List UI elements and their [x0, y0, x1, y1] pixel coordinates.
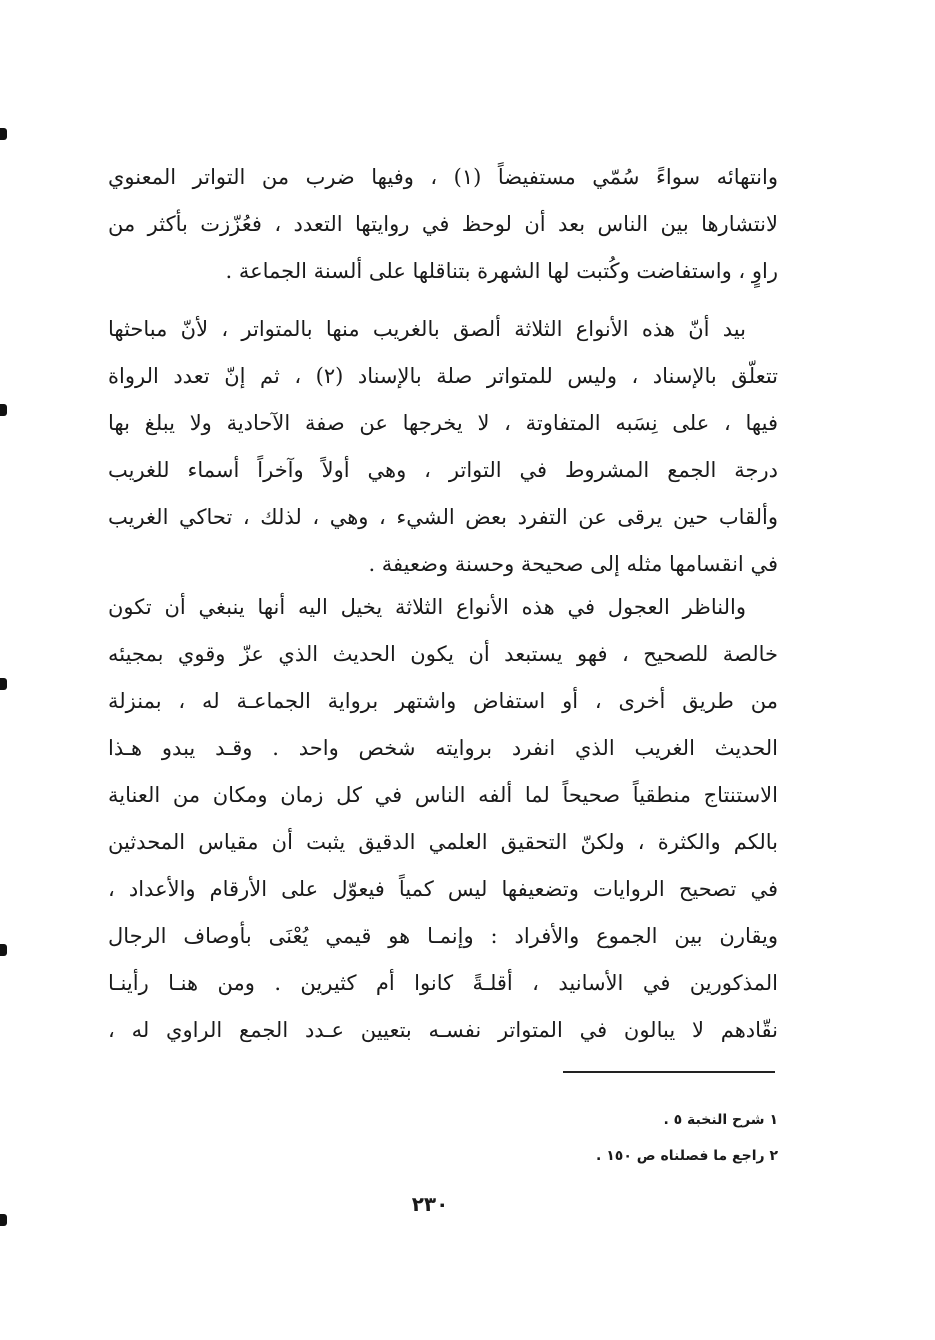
paragraph-3 [108, 584, 778, 1054]
footnote-1: ١ شرح النخبة ٥ . [663, 1112, 778, 1128]
text-line: فيها ، على نِسَبه المتفاوتة ، لا يخرجها عن صفة الآحادية ولا يبلغ بها [108, 411, 778, 435]
text-line: لانتشارها بين الناس بعد أن لوحظ في روايتها التعدد ، فعُزّزت بأكثر من [108, 212, 778, 236]
text-line: وألقاب حين يرقى عن التفرد بعض الشيء ، وهي ، لذلك ، تحاكي الغريب [108, 505, 778, 529]
text-line: نقّادهم لا يبالون في المتواتر نفسـه بتعيين عـدد الجمع الراوي له ، [108, 1018, 778, 1042]
text-line: المذكورين في الأسانيد ، أقلـةً كانوا أم كثيرين . ومن هنـا رأينـا [108, 971, 778, 995]
binding-mark [0, 678, 7, 690]
binding-mark [0, 944, 7, 956]
text-line: وانتهائه سواءً سُمّي مستفيضاً (١) ، وفيها ضرب من التواتر المعنوي [108, 165, 778, 189]
text-line: الحديث الغريب الذي انفرد بروايته شخص واحد . وقـد يبدو هـذا [108, 736, 778, 760]
text-line: ويقارن بين الجموع والأفراد : وإنمـا هو قيمي يُعْنَى بأوصاف الرجال [108, 924, 778, 948]
text-line: درجة الجمع المشروط في التواتر ، وهي أولاً وآخراً أسماء للغريب [108, 458, 778, 482]
page-number: ٢٣٠ [411, 1192, 449, 1216]
footnote-divider [563, 1071, 775, 1073]
footnotes [440, 1102, 778, 1174]
text-line: راوٍ ، واستفاضت وكُتبت لها الشهرة بتناقلها على ألسنة الجماعة . [225, 259, 778, 283]
text-line: من طريق أخرى ، أو استفاض واشتهر برواية الجماعـة له ، بمنزلة [108, 689, 778, 713]
paragraph-2 [108, 306, 778, 588]
text-line: تتعلّق بالإسناد ، وليس للمتواتر صلة بالإسناد (٢) ، ثم إنّ تعدد الرواة [108, 364, 779, 388]
binding-mark [0, 404, 7, 416]
text-line: والناظر العجول في هذه الأنواع الثلاثة يخيل اليه أنها ينبغي أن تكون [108, 595, 746, 619]
text-line: خالصة للصحيح ، فهو يستبعد أن يكون الحديث الذي عزّ وقوي بمجيئه [108, 642, 778, 666]
text-line: بالكم والكثرة ، ولكنّ التحقيق العلمي الدقيق يثبت أن مقياس المحدثين [108, 830, 778, 854]
text-line: في تصحيح الروايات وتضعيفها ليس كمياً فيعوّل على الأرقام والأعداد ، [108, 877, 778, 901]
footnote-2: ٢ راجع ما فصلناه ص ١٥٠ . [596, 1148, 778, 1164]
text-line: الاستنتاج منطقياً صحيحاً لما ألفه الناس في كل زمان ومكان من العناية [108, 783, 778, 807]
text-line: بيد أنّ هذه الأنواع الثلاثة ألصق بالغريب منها بالمتواتر ، لأنّ مباحثها [108, 317, 746, 341]
paragraph-1 [108, 154, 778, 295]
binding-mark [0, 128, 7, 140]
binding-mark [0, 1214, 7, 1226]
text-line: في انقسامها مثله إلى صحيحة وحسنة وضعيفة . [368, 552, 778, 576]
